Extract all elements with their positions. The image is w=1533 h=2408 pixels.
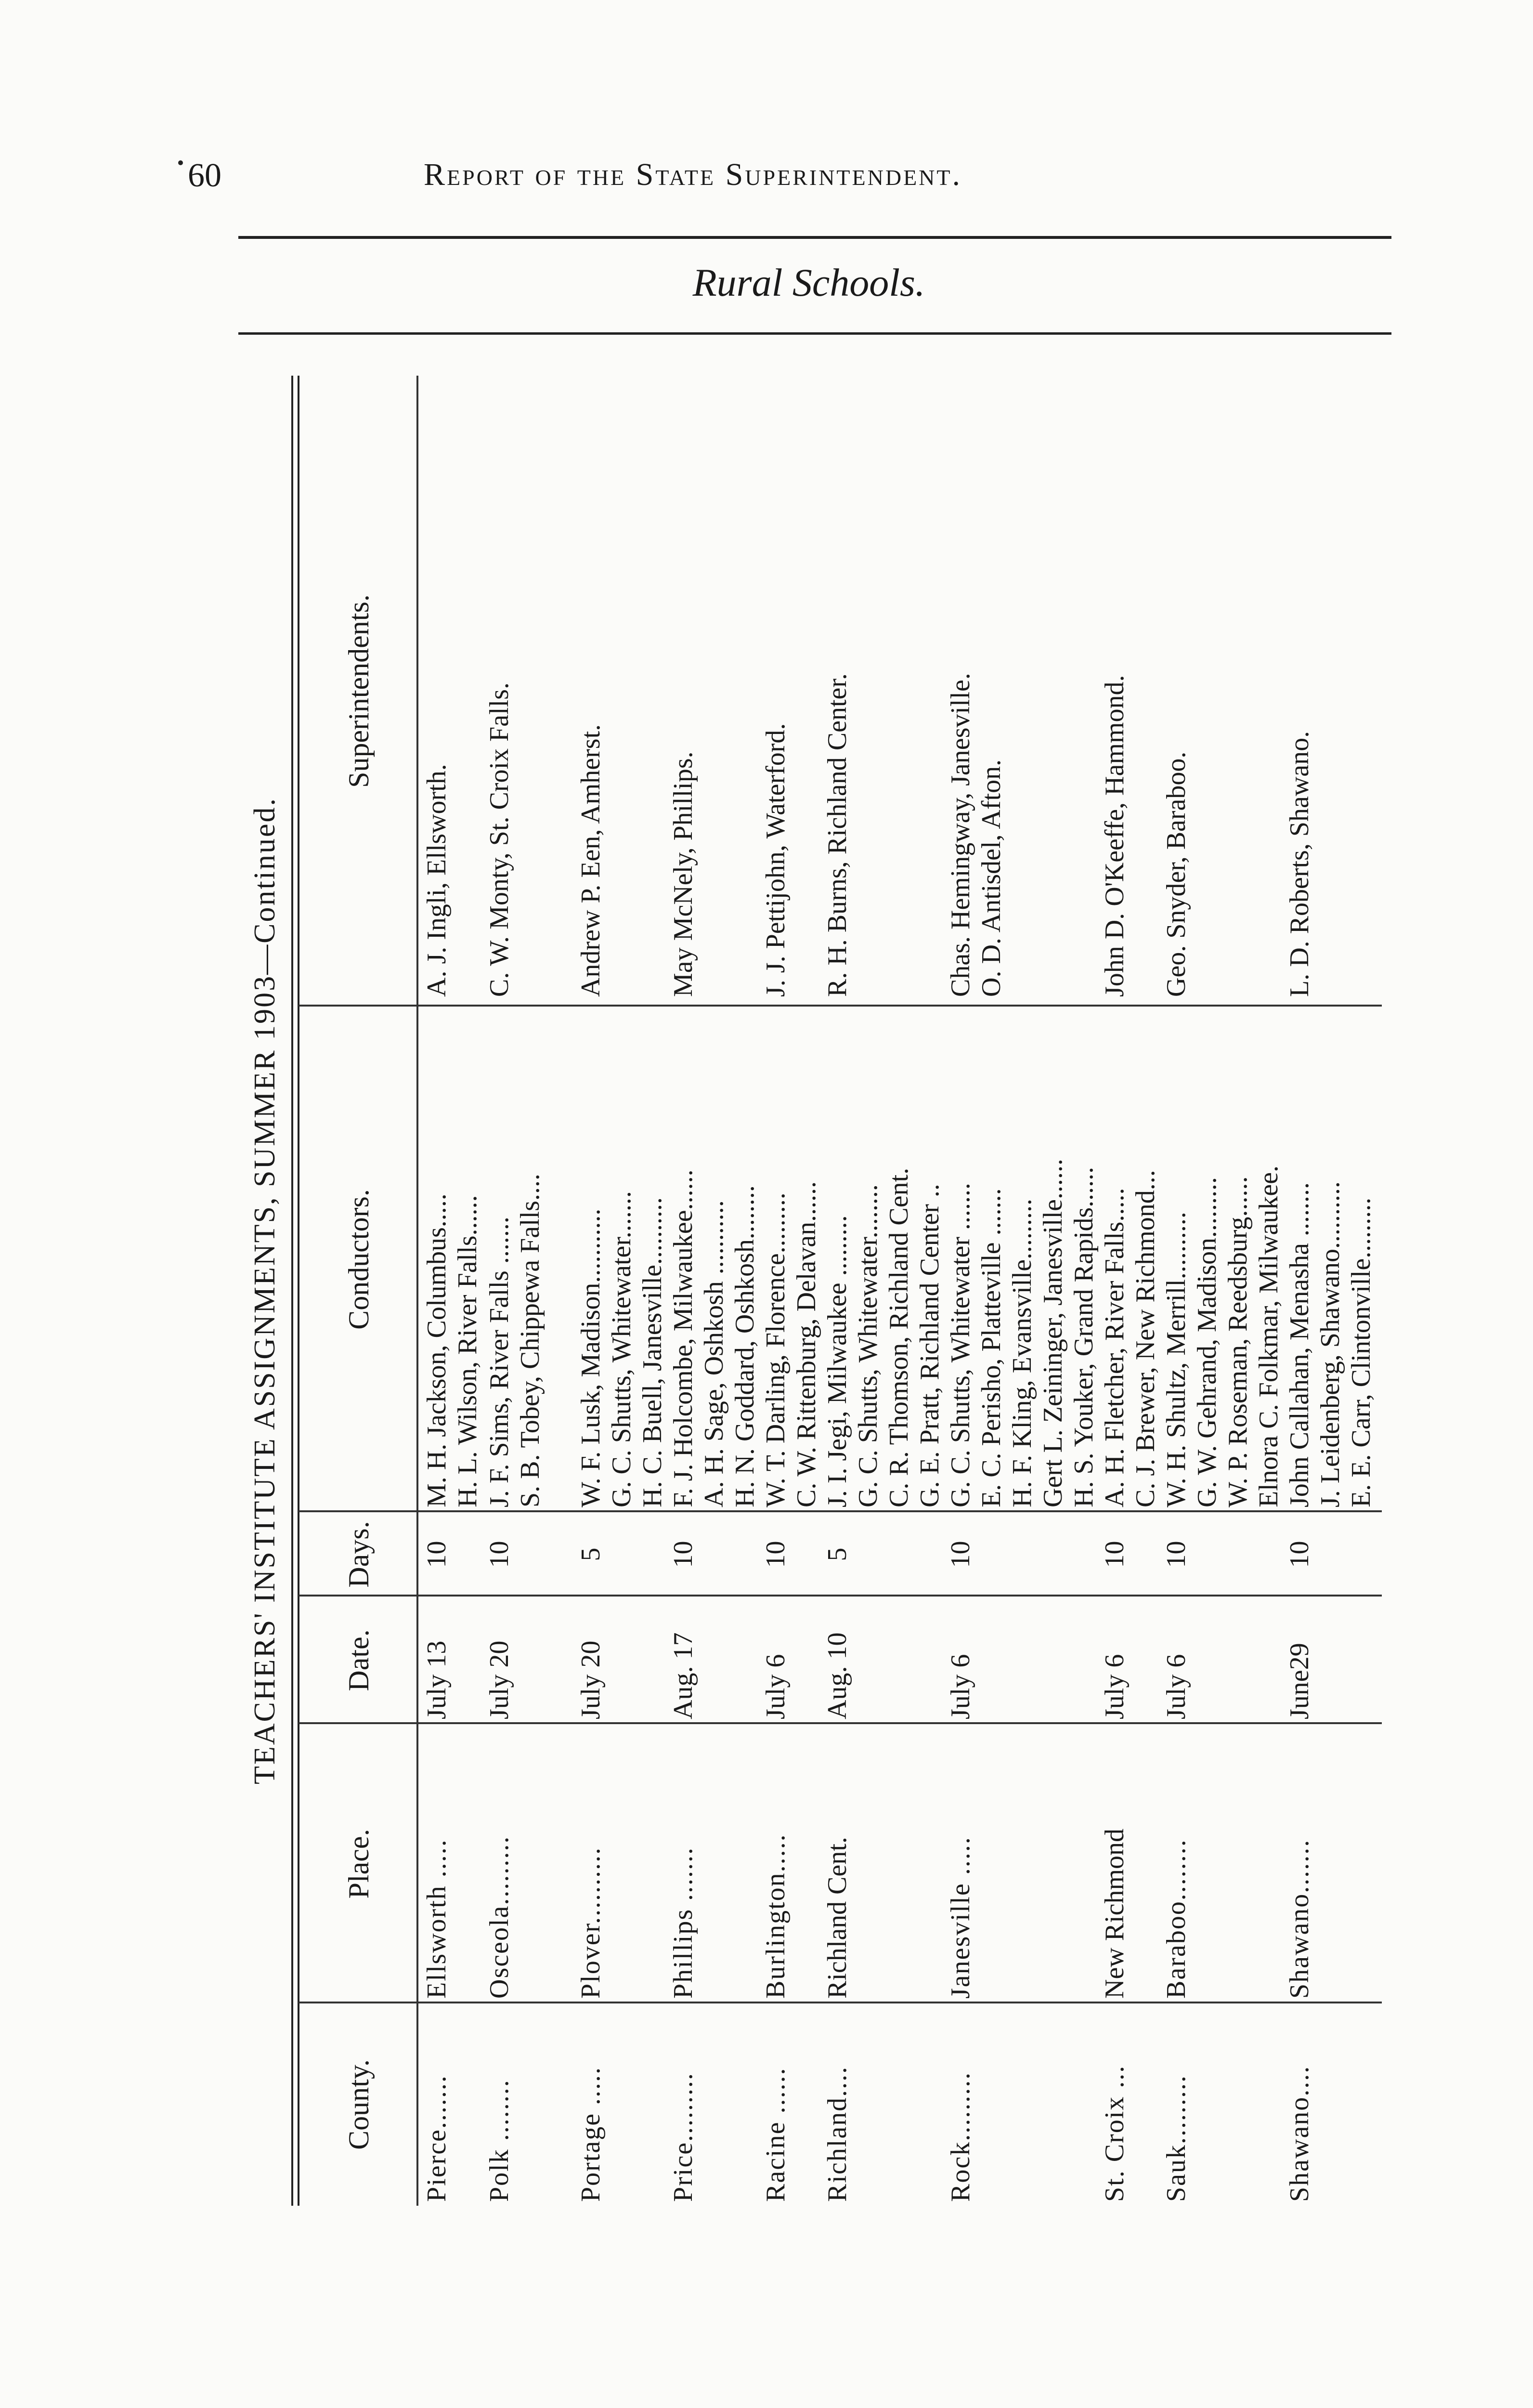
superintendent-cell	[822, 380, 853, 997]
place-cell: New Richmond	[1100, 1828, 1130, 1999]
table-row	[883, 376, 1099, 2206]
place-cell: Ellsworth .....	[422, 1839, 452, 1999]
days-cell: 10	[1285, 1541, 1314, 1568]
table-title: TEACHERS' INSTITUTE ASSIGNMENTS, SUMMER 1903—Continued.	[248, 797, 281, 1785]
superintendent-line: A. J. Ingli, Ellsworth.	[422, 764, 452, 997]
conductor-line: C. J. Brewer, New Richmond...	[1130, 1170, 1160, 1507]
superintendent-line: John D. O'Keeffe, Hammond.	[1100, 675, 1130, 997]
superintendent-line: Geo. Snyder, Baraboo.	[1161, 751, 1191, 997]
county-cell: Shawano....	[1285, 2065, 1314, 2202]
superintendent-cell	[945, 380, 1007, 997]
section-rule	[238, 332, 1391, 335]
days-cell: 10	[422, 1541, 452, 1568]
conductor-line: S. B. Tobey, Chippewa Falls....	[515, 1174, 545, 1507]
conductor-line: W. H. Shultz, Merrill..........	[1161, 1212, 1191, 1507]
conductor-line: F. J. Holcombe, Milwaukee......	[668, 1169, 698, 1507]
conductor-line: John Callahan, Menasha ........	[1285, 1182, 1314, 1507]
date-cell: Aug. 10	[822, 1632, 852, 1719]
page-number: 60	[188, 157, 221, 194]
place-cell: Shawano.......	[1285, 1839, 1314, 1999]
conductor-line: H. F. Kling, Evansville.........	[1007, 1198, 1037, 1507]
days-cell: 10	[761, 1541, 791, 1568]
county-cell: Polk ........	[484, 2079, 514, 2202]
place-cell: Janesville .....	[946, 1836, 975, 1999]
date-cell: July 6	[1161, 1654, 1191, 1719]
conductor-cell	[668, 1009, 760, 1507]
conductor-line: A. H. Sage, Oshkosh ...........	[699, 1200, 729, 1507]
place-cell: Plover..........	[576, 1846, 606, 1999]
days-cell: 5	[822, 1547, 852, 1561]
conductor-line: C. R. Thomson, Richland Cent.	[884, 1167, 914, 1507]
superintendent-cell	[760, 380, 791, 997]
table-row	[822, 376, 883, 2206]
superintendent-line: R. H. Burns, Richland Center.	[822, 673, 852, 997]
conductor-cell	[484, 1009, 546, 1507]
conductor-line: C. W. Rittenburg, Delavan......	[792, 1181, 821, 1507]
superintendent-cell	[575, 380, 606, 997]
conductor-cell	[760, 1009, 822, 1507]
date-cell: Aug. 17	[668, 1632, 698, 1719]
days-cell: 10	[1161, 1541, 1191, 1568]
county-cell: Sauk.........	[1161, 2075, 1191, 2202]
place-cell: Burlington.....	[761, 1833, 791, 1999]
conductor-line: G. W. Gehrand, Madison.........	[1192, 1177, 1222, 1507]
county-cell: St. Croix ...	[1100, 2065, 1130, 2202]
header-underline	[416, 376, 418, 2206]
place-cell: Osceola.........	[484, 1835, 514, 1999]
section-heading: Rural Schools.	[692, 261, 925, 304]
superintendent-cell	[421, 380, 452, 997]
county-cell: Richland....	[822, 2066, 852, 2202]
superintendent-line: Chas. Hemingway, Janesville.	[946, 673, 975, 997]
conductor-line: J. Leidenberg, Shawano..........	[1315, 1181, 1345, 1507]
conductor-line: G. E. Pratt, Richland Center ..	[915, 1184, 945, 1507]
superintendent-line: C. W. Monty, St. Croix Falls.	[484, 682, 514, 997]
conductor-line: H. C. Buell, Janesville..........	[637, 1197, 667, 1507]
conductor-line: M. H. Jackson, Columbus.....	[422, 1193, 452, 1507]
days-cell: 5	[576, 1547, 606, 1561]
table-row	[760, 376, 822, 2206]
conductor-line: J. F. Sims, River Falls .......	[484, 1217, 514, 1507]
conductor-line: E. E. Carr, Clintonville.........	[1346, 1197, 1376, 1507]
conductor-line: J. I. Jegi, Milwaukee .........	[822, 1215, 852, 1507]
county-cell: Portage .....	[576, 2066, 606, 2202]
superintendent-cell	[484, 380, 515, 997]
conductor-line: E. C. Perisho, Platteville .......	[976, 1188, 1006, 1507]
table-row	[1161, 376, 1284, 2206]
conductor-line: Gert L. Zeininger, Janesville......	[1038, 1159, 1068, 1507]
county-cell: Racine ......	[761, 2067, 791, 2202]
col-header-conductors: Conductors.	[342, 1189, 375, 1330]
superintendent-line: L. D. Roberts, Shawano.	[1285, 731, 1314, 997]
county-cell: Rock.........	[946, 2071, 975, 2202]
col-header-days: Days.	[342, 1521, 375, 1588]
conductor-line: W. F. Lusk, Madison...........	[576, 1208, 606, 1507]
conductor-line: G. C. Shutts, Whitewater .......	[946, 1182, 975, 1507]
conductor-line: H. N. Goddard, Oshkosh........	[730, 1185, 760, 1507]
place-cell: Baraboo........	[1161, 1839, 1191, 1999]
table-frame-rule	[291, 376, 293, 2206]
conductor-line: G. C. Shutts, Whitewater........	[853, 1184, 883, 1507]
conductor-line: W. T. Darling, Florence.........	[761, 1192, 791, 1507]
conductor-line: W. P. Roseman, Reedsburg......	[1223, 1176, 1253, 1507]
page-header	[188, 157, 1391, 209]
days-cell: 10	[668, 1541, 698, 1568]
superintendent-cell	[1099, 380, 1130, 997]
conductor-cell	[1161, 1009, 1284, 1507]
conductor-line: A. H. Fletcher, River Falls.....	[1100, 1188, 1130, 1507]
table-row	[1284, 376, 1380, 2206]
table-row	[484, 376, 575, 2206]
conductor-line: H. L. Wilson, River Falls......	[453, 1195, 482, 1507]
conductor-cell	[575, 1009, 668, 1507]
table-row	[421, 376, 484, 2206]
date-cell: July 20	[576, 1640, 606, 1719]
superintendent-line: O. D. Antisdel, Afton.	[976, 759, 1006, 997]
superintendent-cell	[1161, 380, 1192, 997]
superintendent-cell	[668, 380, 699, 997]
date-cell: June29	[1285, 1643, 1314, 1719]
days-cell: 10	[484, 1541, 514, 1568]
table-row	[575, 376, 668, 2206]
running-head: Report of the State Superintendent.	[424, 157, 962, 192]
header-rule	[238, 236, 1391, 239]
date-cell: July 6	[946, 1654, 975, 1719]
county-cell: Pierce.......	[422, 2075, 452, 2202]
place-cell: Richland Cent.	[822, 1837, 852, 1999]
ink-speck	[178, 160, 183, 165]
date-cell: July 13	[422, 1640, 452, 1719]
date-cell: July 6	[761, 1654, 791, 1719]
conductor-cell	[421, 1009, 483, 1507]
conductor-cell	[1284, 1009, 1377, 1507]
conductor-cell	[883, 1009, 1099, 1507]
table-row	[1099, 376, 1161, 2206]
institute-table	[236, 376, 1391, 2206]
days-cell: 10	[946, 1541, 975, 1568]
county-cell: Price.........	[668, 2072, 698, 2202]
table-row	[668, 376, 760, 2206]
date-cell: July 20	[484, 1640, 514, 1719]
days-cell: 10	[1100, 1541, 1130, 1568]
conductor-line: H. S. Youker, Grand Rapids......	[1069, 1166, 1099, 1507]
superintendent-line: J. J. Pettijohn, Waterford.	[761, 723, 791, 997]
col-header-superintendents: Superintendents.	[342, 594, 375, 788]
conductor-line: G. C. Shutts, Whitewater.......	[607, 1191, 637, 1507]
col-header-place: Place.	[342, 1829, 375, 1899]
superintendent-line: Andrew P. Een, Amherst.	[576, 724, 606, 997]
conductor-line: Elnora C. Folkmar, Milwaukee.	[1254, 1165, 1284, 1507]
superintendent-cell	[1284, 380, 1315, 997]
superintendent-line: May McNely, Phillips.	[668, 751, 698, 997]
conductor-cell	[822, 1009, 883, 1507]
conductor-cell	[1099, 1009, 1161, 1507]
date-cell: July 6	[1100, 1654, 1130, 1719]
place-cell: Phillips .......	[668, 1846, 698, 1999]
col-header-county: County.	[342, 2059, 375, 2150]
col-header-date: Date.	[342, 1629, 375, 1691]
